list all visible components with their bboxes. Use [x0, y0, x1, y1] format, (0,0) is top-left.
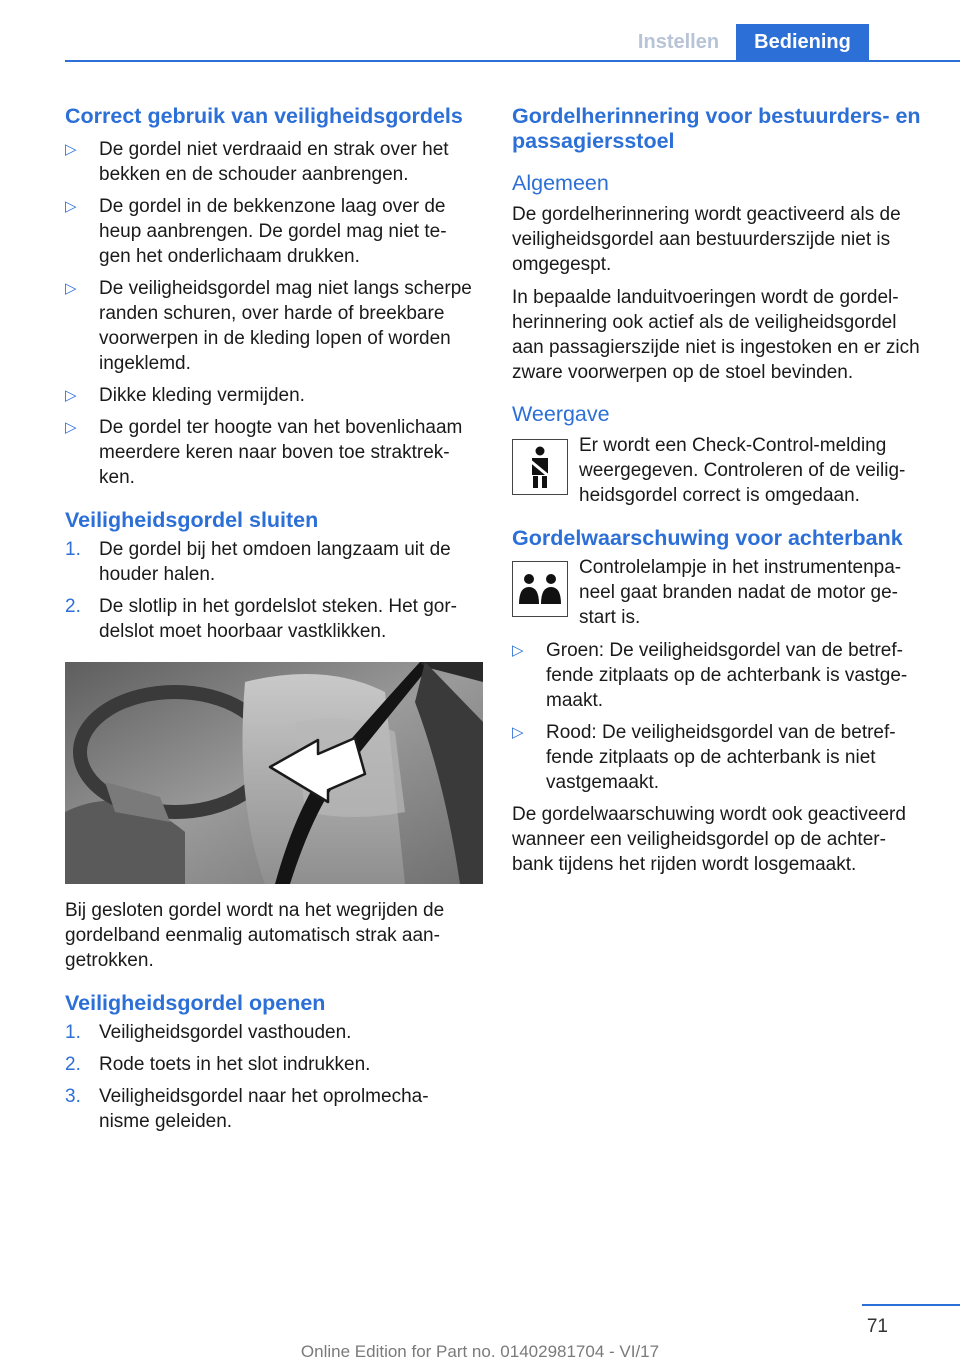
correct-use-list	[65, 137, 483, 490]
footer-rule	[862, 1304, 960, 1306]
display-text: Er wordt een Check-Control-melding weergegeven. Controleren of de veilig‐ heidsgordel correct is omgedaan.	[579, 435, 906, 506]
rear-warning-list	[512, 638, 932, 795]
seatbelt-photo	[65, 662, 483, 884]
heading-correct-use: Correct gebruik van veiligheidsgordels	[65, 104, 463, 128]
triangle-bullet-icon: ▷	[65, 280, 77, 297]
right-column	[512, 104, 932, 885]
triangle-bullet-icon: ▷	[65, 141, 77, 158]
step-number: 3.	[65, 1086, 81, 1107]
close-belt-note: Bij gesloten gordel wordt na het wegrijden de gordelband eenmalig automatisch strak aan‐ getrokken.	[65, 900, 445, 971]
display-block	[512, 433, 932, 508]
heading-rear-warning: Gordelwaarschuwing voor achterbank	[512, 526, 903, 550]
heading-reminder: Gordelherinnering voor bestuurders- en passagiersstoel	[512, 104, 921, 153]
heading-open-belt: Veiligheidsgordel openen	[65, 991, 326, 1015]
left-column	[65, 104, 483, 1141]
rear-seats-occupant-icon	[512, 561, 568, 617]
triangle-bullet-icon: ▷	[512, 724, 524, 741]
rear-warning-text: Controlelampje in het instrumentenpa‐ neel gaat branden nadat de motor ge‐ start is.	[579, 557, 902, 628]
triangle-bullet-icon: ▷	[65, 419, 77, 436]
heading-close-belt: Veiligheidsgordel sluiten	[65, 508, 319, 532]
tab-instellen[interactable]: Instellen	[637, 31, 720, 53]
list-item: 2. De slotlip in het gordelslot steken. Het gor‐ delslot moet hoorbaar vastklikken.	[65, 596, 458, 642]
step-number: 2.	[65, 596, 81, 617]
page-number: 71	[866, 1316, 888, 1337]
step-number: 2.	[65, 1054, 81, 1075]
list-item: 2. Rode toets in het slot indrukken.	[65, 1054, 371, 1075]
list-item: 1. De gordel bij het omdoen langzaam uit de houder halen.	[65, 539, 451, 585]
header-rule	[65, 60, 960, 62]
heading-general: Algemeen	[512, 171, 609, 195]
general-paragraph-1: De gordelherinnering wordt geactiveerd als de veiligheidsgordel aan bestuurderszijde niet is omgegespt.	[512, 204, 901, 275]
step-number: 1.	[65, 1022, 81, 1043]
list-item: ▷ Rood: De veiligheidsgordel van de betref‐ fende zitplaats op de achterbank is niet vastgemaakt.	[512, 722, 896, 793]
list-item: ▷ Groen: De veiligheidsgordel van de betref‐ fende zitplaats op de achterbank is vastge‐ maakt.	[512, 640, 908, 711]
heading-display: Weergave	[512, 402, 610, 426]
triangle-bullet-icon: ▷	[65, 387, 77, 404]
list-item: ▷ De gordel ter hoogte van het bovenlichaam meerdere keren naar boven toe straktrek‐ ken.	[65, 417, 463, 488]
list-item: ▷ De veiligheidsgordel mag niet langs scherpe randen schuren, over harde of breekbare voorwerpen in de kleding lopen of worden ingeklemd.	[65, 278, 472, 374]
tab-bediening[interactable]: Bediening	[736, 24, 869, 61]
list-item: ▷ De gordel niet verdraaid en strak over het bekken en de schouder aanbrengen.	[65, 139, 449, 185]
triangle-bullet-icon: ▷	[65, 198, 77, 215]
list-item: ▷ De gordel in de bekkenzone laag over de heup aanbrengen. De gordel mag niet te‐ gen het onderlichaam drukken.	[65, 196, 447, 267]
list-item: 1. Veiligheidsgordel vasthouden.	[65, 1022, 352, 1043]
rear-warning-closing: De gordelwaarschuwing wordt ook geactiveerd wanneer een veiligheidsgordel op de achter‐ bank tijdens het rijden wordt losgemaakt.	[512, 804, 906, 875]
triangle-bullet-icon: ▷	[512, 642, 524, 659]
section-tabs	[621, 24, 869, 61]
general-paragraph-2: In bepaalde landuitvoeringen wordt de gordel‐ herinnering ook actief als de veiligheidsgordel aan passagierszijde niet is ingestoken en er zich zware voorwerpen op de stoel bevinden.	[512, 287, 920, 383]
open-belt-steps	[65, 1020, 483, 1134]
rear-warning-block	[512, 555, 932, 630]
edition-footer: Online Edition for Part no. 01402981704 - VI/17	[300, 1342, 660, 1361]
close-belt-steps	[65, 537, 483, 644]
seatbelt-warning-icon	[512, 439, 568, 495]
list-item: 3. Veiligheidsgordel naar het oprolmecha‐ nisme geleiden.	[65, 1086, 429, 1132]
list-item: ▷ Dikke kleding vermijden.	[65, 385, 305, 406]
step-number: 1.	[65, 539, 81, 560]
